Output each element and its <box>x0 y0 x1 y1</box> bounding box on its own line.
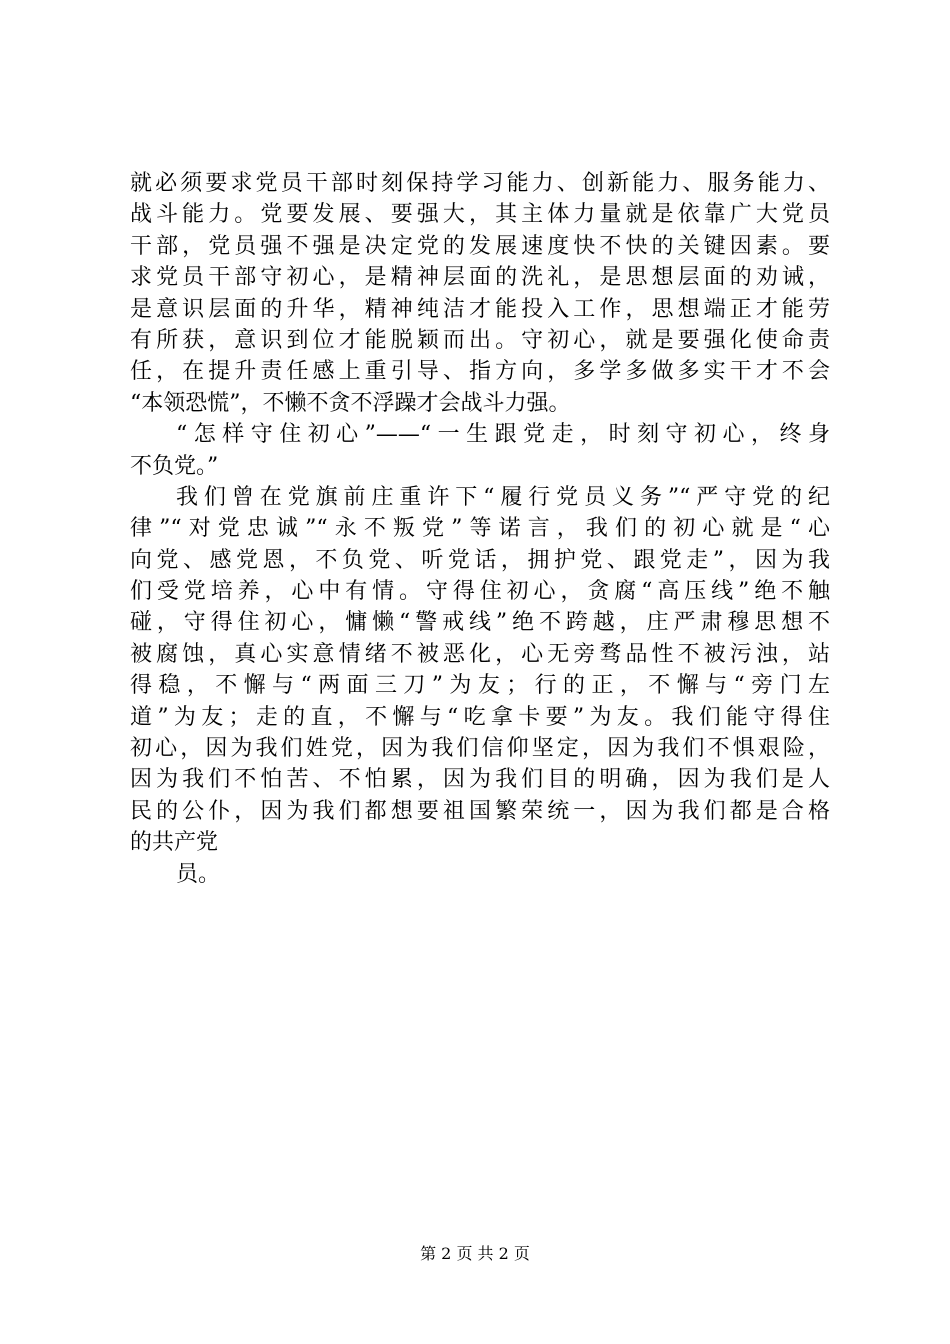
text-line: “怎样守住初心”——“一生跟党走，时刻守初心，终身 <box>176 422 830 448</box>
text-line: 员。 <box>176 861 221 887</box>
text-line: 干部，党员强不强是决定党的发展速度快不快的关键因素。要 <box>130 233 830 259</box>
text-line: 我们曾在党旗前庄重许下“履行党员义务”“严守党的纪 <box>176 484 830 510</box>
document-body <box>130 168 830 890</box>
text-line: 道”为友；走的直，不懈与“吃拿卡要”为友。我们能守得住 <box>130 704 830 730</box>
text-line: 是意识层面的升华，精神纯洁才能投入工作，思想端正才能劳 <box>130 296 830 322</box>
text-line: 有所获，意识到位才能脱颖而出。守初心，就是要强化使命责 <box>130 327 830 353</box>
text-line: 的共产党 <box>130 830 219 856</box>
text-line: 得稳，不懈与“两面三刀”为友；行的正，不懈与“旁门左 <box>130 673 830 699</box>
text-line: 们受党培养，心中有情。守得住初心，贪腐“高压线”绝不触 <box>130 579 830 605</box>
text-line: 碰，守得住初心，慵懒“警戒线”绝不跨越，庄严肃穆思想不 <box>130 610 830 636</box>
text-line: 被腐蚀，真心实意情绪不被恶化，心无旁骛品性不被污浊，站 <box>130 641 830 667</box>
text-line: 不负党。” <box>130 453 219 479</box>
text-line: 民的公仆，因为我们都想要祖国繁荣统一，因为我们都是合格 <box>130 798 830 824</box>
text-line: 任，在提升责任感上重引导、指方向，多学多做多实干才不会 <box>130 359 830 385</box>
text-line: 初心，因为我们姓党，因为我们信仰坚定，因为我们不惧艰险， <box>130 736 830 762</box>
text-line: 就必须要求党员干部时刻保持学习能力、创新能力、服务能力、 <box>130 171 830 196</box>
text-line: “本领恐慌”，不懒不贪不浮躁才会战斗力强。 <box>130 390 571 416</box>
text-line: 向党、感党恩，不负党、听党话，拥护党、跟党走”，因为我 <box>130 547 830 573</box>
text-line: 战斗能力。党要发展、要强大，其主体力量就是依靠广大党员 <box>130 202 830 228</box>
text-line: 求党员干部守初心，是精神层面的洗礼，是思想层面的劝诫， <box>130 265 830 291</box>
text-line: 因为我们不怕苦、不怕累，因为我们目的明确，因为我们是人 <box>130 767 830 793</box>
page-number-footer: 第 2 页 共 2 页 <box>420 1244 530 1263</box>
text-line: 律”“对党忠诚”“永不叛党”等诺言，我们的初心就是“心 <box>130 516 830 542</box>
